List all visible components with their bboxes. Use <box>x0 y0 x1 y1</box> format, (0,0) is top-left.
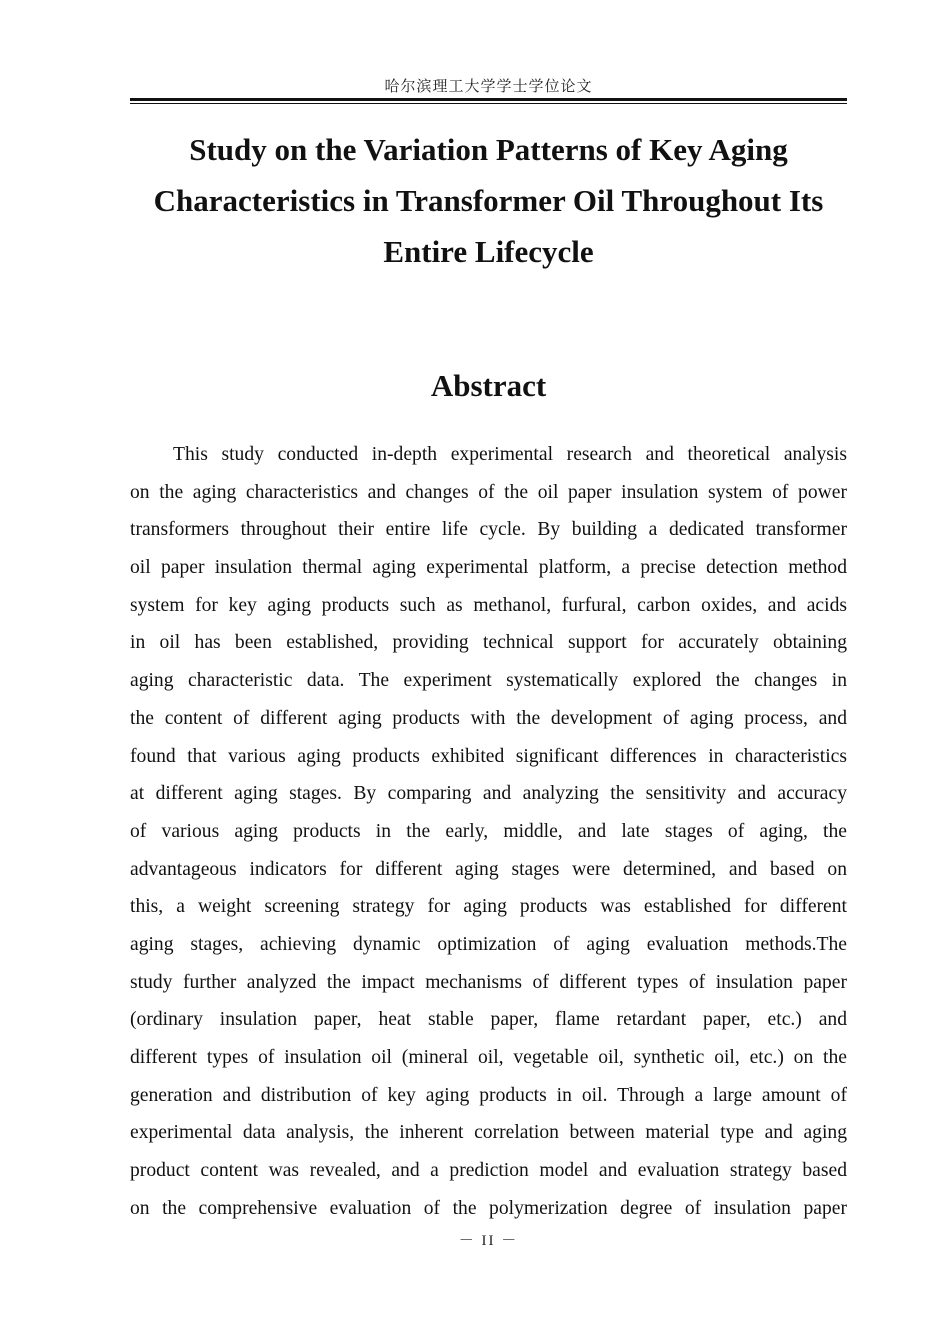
abstract-line: generation and distribution of key aging products in oil. Through a large amount of <box>130 1084 847 1106</box>
title-line: Entire Lifecycle <box>383 234 594 269</box>
thesis-title <box>120 124 857 277</box>
abstract-line: advantageous indicators for different aging stages were determined, and based on <box>130 858 847 880</box>
abstract-line: on the aging characteristics and changes of the oil paper insulation system of power <box>130 481 847 503</box>
running-header: 哈尔滨理工大学学士学位论文 <box>384 79 593 95</box>
abstract-line: This study conducted in-depth experimental research and theoretical analysis <box>173 444 847 465</box>
abstract-line: aging characteristic data. The experiment systematically explored the changes in <box>130 670 847 692</box>
abstract-line: (ordinary insulation paper, heat stable paper, flame retardant paper, etc.) and <box>130 1009 847 1031</box>
header-rule-thick <box>130 98 847 101</box>
title-line: Study on the Variation Patterns of Key Aging <box>189 132 788 167</box>
abstract-line: of various aging products in the early, middle, and late stages of aging, the <box>130 820 847 842</box>
abstract-line: system for key aging products such as methanol, furfural, carbon oxides, and acids <box>130 594 847 616</box>
abstract-line: experimental data analysis, the inherent correlation between material type and aging <box>130 1122 847 1144</box>
abstract-line: aging stages, achieving dynamic optimization of aging evaluation methods.The <box>130 933 847 955</box>
title-line: Characteristics in Transformer Oil Throughout Its <box>153 183 824 218</box>
abstract-heading: Abstract <box>430 368 547 403</box>
abstract-line: oil paper insulation thermal aging experimental platform, a precise detection method <box>130 557 847 579</box>
abstract-line: in oil has been established, providing technical support for accurately obtaining <box>130 632 847 654</box>
abstract-line: product content was revealed, and a prediction model and evaluation strategy based <box>130 1160 847 1182</box>
abstract-line: found that various aging products exhibited significant differences in characteristics <box>130 745 847 767</box>
abstract-line: the content of different aging products with the development of aging process, and <box>130 707 847 729</box>
abstract-body <box>130 436 847 1227</box>
abstract-line: at different aging stages. By comparing and analyzing the sensitivity and accuracy <box>130 783 847 805</box>
abstract-line: on the comprehensive evaluation of the polymerization degree of insulation paper <box>130 1197 847 1219</box>
abstract-line: different types of insulation oil (mineral oil, vegetable oil, synthetic oil, etc.) on the <box>130 1047 847 1068</box>
abstract-line: study further analyzed the impact mechanisms of different types of insulation paper <box>130 971 847 993</box>
page-number: － II － <box>458 1233 519 1249</box>
abstract-line: this, a weight screening strategy for aging products was established for different <box>130 896 847 918</box>
header-rule-thin <box>130 103 847 104</box>
abstract-line: transformers throughout their entire life cycle. By building a dedicated transformer <box>130 519 847 541</box>
